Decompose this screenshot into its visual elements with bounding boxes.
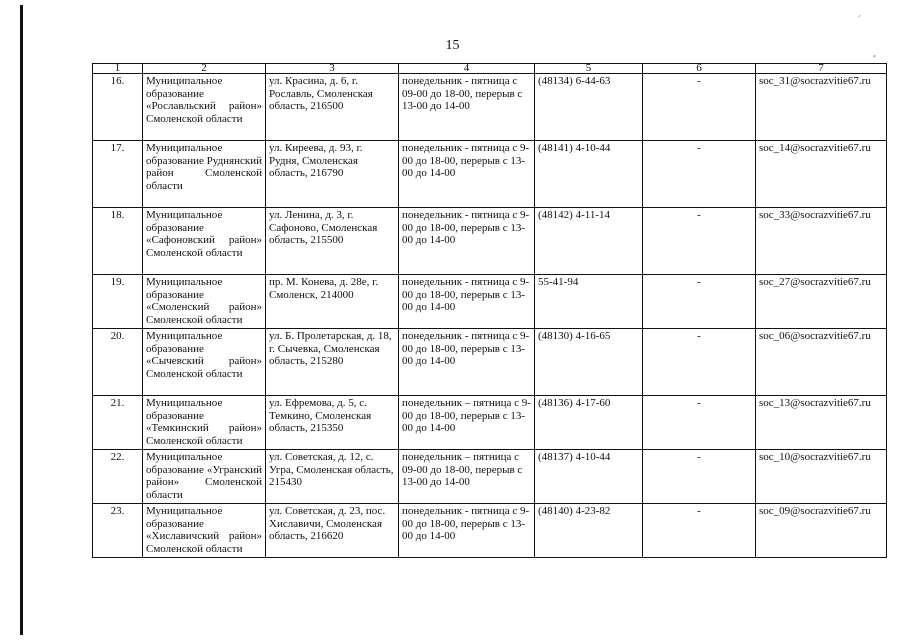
column-header: 3 [266,64,399,74]
municipality-name: Муниципальное образование «Угранский район» Смоленской области [143,450,266,504]
work-schedule: понедельник – пятница с 09-00 до 18-00, перерыв с 13-00 до 14-00 [399,450,535,504]
address: ул. Красина, д. 6, г. Рославль, Смоленская область, 216500 [266,74,399,141]
municipality-name: Муниципальное образование «Рославльский район» Смоленской области [143,74,266,141]
municipality-name: Муниципальное образование «Смоленский район» Смоленской области [143,275,266,329]
address: ул. Ленина, д. 3, г. Сафоново, Смоленская область, 215500 [266,208,399,275]
municipality-name: Муниципальное образование «Сычевский район» Смоленской области [143,329,266,396]
table-row [93,208,887,275]
page-number: 15 [445,38,460,53]
work-schedule: понедельник - пятница с 9-00 до 18-00, перерыв с 13-00 до 14-00 [399,329,535,396]
phone: (48136) 4-17-60 [535,396,643,450]
phone: (48130) 4-16-65 [535,329,643,396]
work-schedule: понедельник - пятница с 9-00 до 18-00, перерыв с 13-00 до 14-00 [399,275,535,329]
column-header: 7 [756,64,887,74]
work-schedule: понедельник - пятница с 9-00 до 18-00, перерыв с 13-00 до 14-00 [399,208,535,275]
municipality-name: Муниципальное образование «Темкинский район» Смоленской области [143,396,266,450]
col6-value: - [643,275,756,329]
table-row [93,504,887,558]
row-number: 20. [93,329,143,396]
work-schedule: понедельник – пятница с 9-00 до 18-00, перерыв с 13-00 до 14-00 [399,396,535,450]
row-number: 19. [93,275,143,329]
header-row [93,64,887,74]
email: soc_09@socrazvitie67.ru [756,504,887,558]
email: soc_33@socrazvitie67.ru [756,208,887,275]
work-schedule: понедельник - пятница с 9-00 до 18-00, перерыв с 13-00 до 14-00 [399,141,535,208]
table-row [93,396,887,450]
address: ул. Советская, д. 12, с. Угра, Смоленская область, 215430 [266,450,399,504]
table-row [93,74,887,141]
table-row [93,141,887,208]
col6-value: - [643,141,756,208]
address: пр. М. Конева, д. 28е, г. Смоленск, 214000 [266,275,399,329]
phone: 55-41-94 [535,275,643,329]
col6-value: - [643,329,756,396]
col6-value: - [643,450,756,504]
corner-mark: ¸ [873,47,876,57]
row-number: 23. [93,504,143,558]
col6-value: - [643,74,756,141]
address: ул. Советская, д. 23, пос. Хиславичи, Смоленская область, 216620 [266,504,399,558]
row-number: 18. [93,208,143,275]
phone: (48134) 6-44-63 [535,74,643,141]
table-body [93,74,887,558]
email: soc_06@socrazvitie67.ru [756,329,887,396]
table-row [93,275,887,329]
work-schedule: понедельник - пятница с 9-00 до 18-00, перерыв с 13-00 до 14-00 [399,504,535,558]
phone: (48142) 4-11-14 [535,208,643,275]
table-header [93,64,887,74]
work-schedule: понедельник - пятница с 09-00 до 18-00, перерыв с 13-00 до 14-00 [399,74,535,141]
row-number: 21. [93,396,143,450]
column-header: 6 [643,64,756,74]
column-header: 4 [399,64,535,74]
email: soc_31@socrazvitie67.ru [756,74,887,141]
email: soc_14@socrazvitie67.ru [756,141,887,208]
col6-value: - [643,396,756,450]
email: soc_27@socrazvitie67.ru [756,275,887,329]
column-header: 1 [93,64,143,74]
row-number: 22. [93,450,143,504]
phone: (48140) 4-23-82 [535,504,643,558]
phone: (48137) 4-10-44 [535,450,643,504]
column-header: 5 [535,64,643,74]
page-edge-bar [20,5,23,635]
column-header: 2 [143,64,266,74]
institutions-table [92,63,887,558]
table-row [93,450,887,504]
row-number: 16. [93,74,143,141]
address: ул. Б. Пролетарская, д. 18, г. Сычевка, Смоленская область, 215280 [266,329,399,396]
col6-value: - [643,504,756,558]
row-number: 17. [93,141,143,208]
table-row [93,329,887,396]
phone: (48141) 4-10-44 [535,141,643,208]
email: soc_10@socrazvitie67.ru [756,450,887,504]
municipality-name: Муниципальное образование «Сафоновский район» Смоленской области [143,208,266,275]
address: ул. Киреева, д. 93, г. Рудня, Смоленская область, 216790 [266,141,399,208]
municipality-name: Муниципальное образование «Хиславичский район» Смоленской области [143,504,266,558]
address: ул. Ефремова, д. 5, с. Темкино, Смоленская область, 215350 [266,396,399,450]
corner-mark: ´ [858,14,861,24]
municipality-name: Муниципальное образование Руднянский район Смоленской области [143,141,266,208]
col6-value: - [643,208,756,275]
email: soc_13@socrazvitie67.ru [756,396,887,450]
